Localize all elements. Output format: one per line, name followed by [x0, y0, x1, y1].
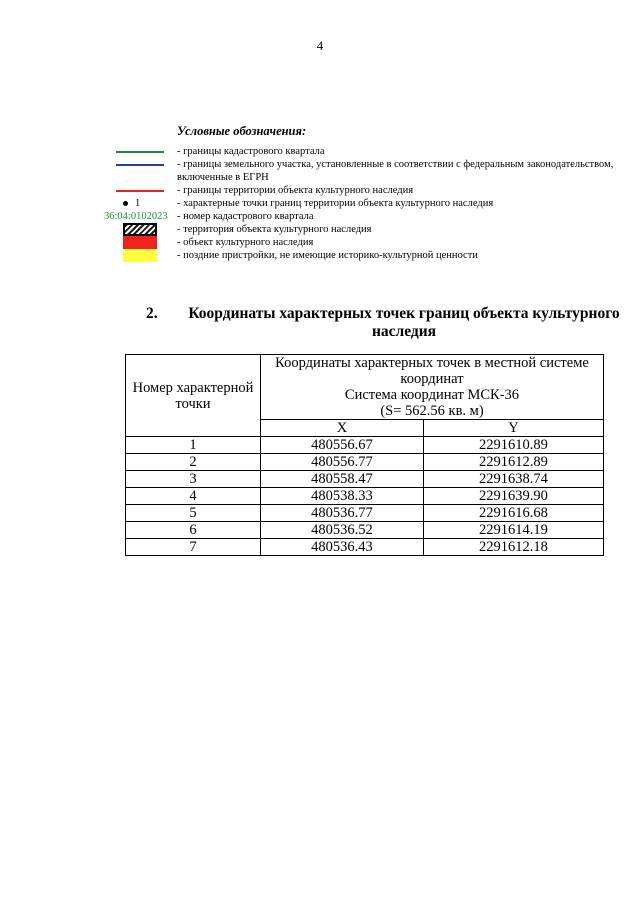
cell-x: 480536.43: [261, 539, 424, 556]
cell-number: 4: [126, 488, 261, 505]
table-row: [126, 437, 604, 454]
legend-item-text: - границы территории объекта культурного наследия: [177, 185, 414, 196]
cell-x: 480556.67: [261, 437, 424, 454]
header-y: Y: [423, 420, 603, 437]
cell-y: 2291614.19: [423, 522, 603, 539]
table-row: [126, 505, 604, 522]
cadastral-number-label: 36:04:0102023: [104, 211, 168, 222]
legend-item: [96, 249, 616, 262]
blue-line-symbol: [116, 164, 164, 166]
cell-x: 480558.47: [261, 471, 424, 488]
page-number: 4: [316, 38, 324, 53]
legend-item: [96, 223, 616, 236]
legend: [96, 124, 616, 262]
point-label: 1: [135, 198, 141, 209]
legend-item: [96, 197, 616, 210]
cell-number: 2: [126, 454, 261, 471]
table-row: [126, 488, 604, 505]
cell-x: 480536.52: [261, 522, 424, 539]
legend-item-text: - объект культурного наследия: [177, 237, 314, 248]
legend-item-text: - номер кадастрового квартала: [177, 211, 314, 222]
header-point-number: Номер характерной точки: [126, 355, 261, 437]
header-coordinates-line: Координаты характерных точек в местной системе координат: [275, 355, 589, 387]
legend-item: [96, 236, 616, 249]
cell-y: 2291638.74: [423, 471, 603, 488]
cell-number: 3: [126, 471, 261, 488]
legend-item: [96, 210, 616, 223]
header-coordinates-area: (S= 562.56 кв. м): [380, 403, 484, 419]
hatch-pattern-symbol: [123, 223, 157, 236]
red-line-symbol: [116, 190, 164, 192]
legend-item: [96, 184, 616, 197]
yellow-fill-symbol: [123, 249, 157, 262]
cell-x: 480536.77: [261, 505, 424, 522]
cell-number: 6: [126, 522, 261, 539]
legend-item-text: - границы кадастрового квартала: [177, 146, 325, 157]
cell-y: 2291612.89: [423, 454, 603, 471]
legend-item: [96, 145, 616, 158]
cell-y: 2291616.68: [423, 505, 603, 522]
cell-y: 2291610.89: [423, 437, 603, 454]
section-number: 2.: [146, 305, 158, 322]
header-coordinates: [261, 355, 604, 420]
red-fill-symbol: [123, 236, 157, 249]
table-row: [126, 539, 604, 556]
legend-item-text: - характерные точки границ территории объекта культурного наследия: [177, 198, 494, 209]
legend-item-text: - границы земельного участка, установленные в соответствии с федеральным законодательством, включенные в ЕГРН: [177, 159, 614, 183]
table-row: [126, 522, 604, 539]
legend-title: Условные обозначения:: [177, 124, 307, 138]
cell-number: 1: [126, 437, 261, 454]
green-line-symbol: [116, 151, 164, 153]
cell-y: 2291639.90: [423, 488, 603, 505]
cell-number: 5: [126, 505, 261, 522]
section-title: Координаты характерных точек границ объекта культурного наследия: [188, 305, 620, 340]
table-row: [126, 471, 604, 488]
legend-item: [96, 158, 616, 184]
legend-item-text: - поздние пристройки, не имеющие историко-культурной ценности: [177, 250, 478, 261]
cell-x: 480556.77: [261, 454, 424, 471]
legend-item-text: - территория объекта культурного наследия: [177, 224, 372, 235]
cell-x: 480538.33: [261, 488, 424, 505]
cell-y: 2291612.18: [423, 539, 603, 556]
table-row: [126, 454, 604, 471]
header-coordinates-system: Система координат МСК-36: [344, 387, 520, 403]
coordinates-table: [125, 354, 604, 556]
cell-number: 7: [126, 539, 261, 556]
point-dot-icon: [123, 201, 128, 206]
header-x: X: [261, 420, 424, 437]
